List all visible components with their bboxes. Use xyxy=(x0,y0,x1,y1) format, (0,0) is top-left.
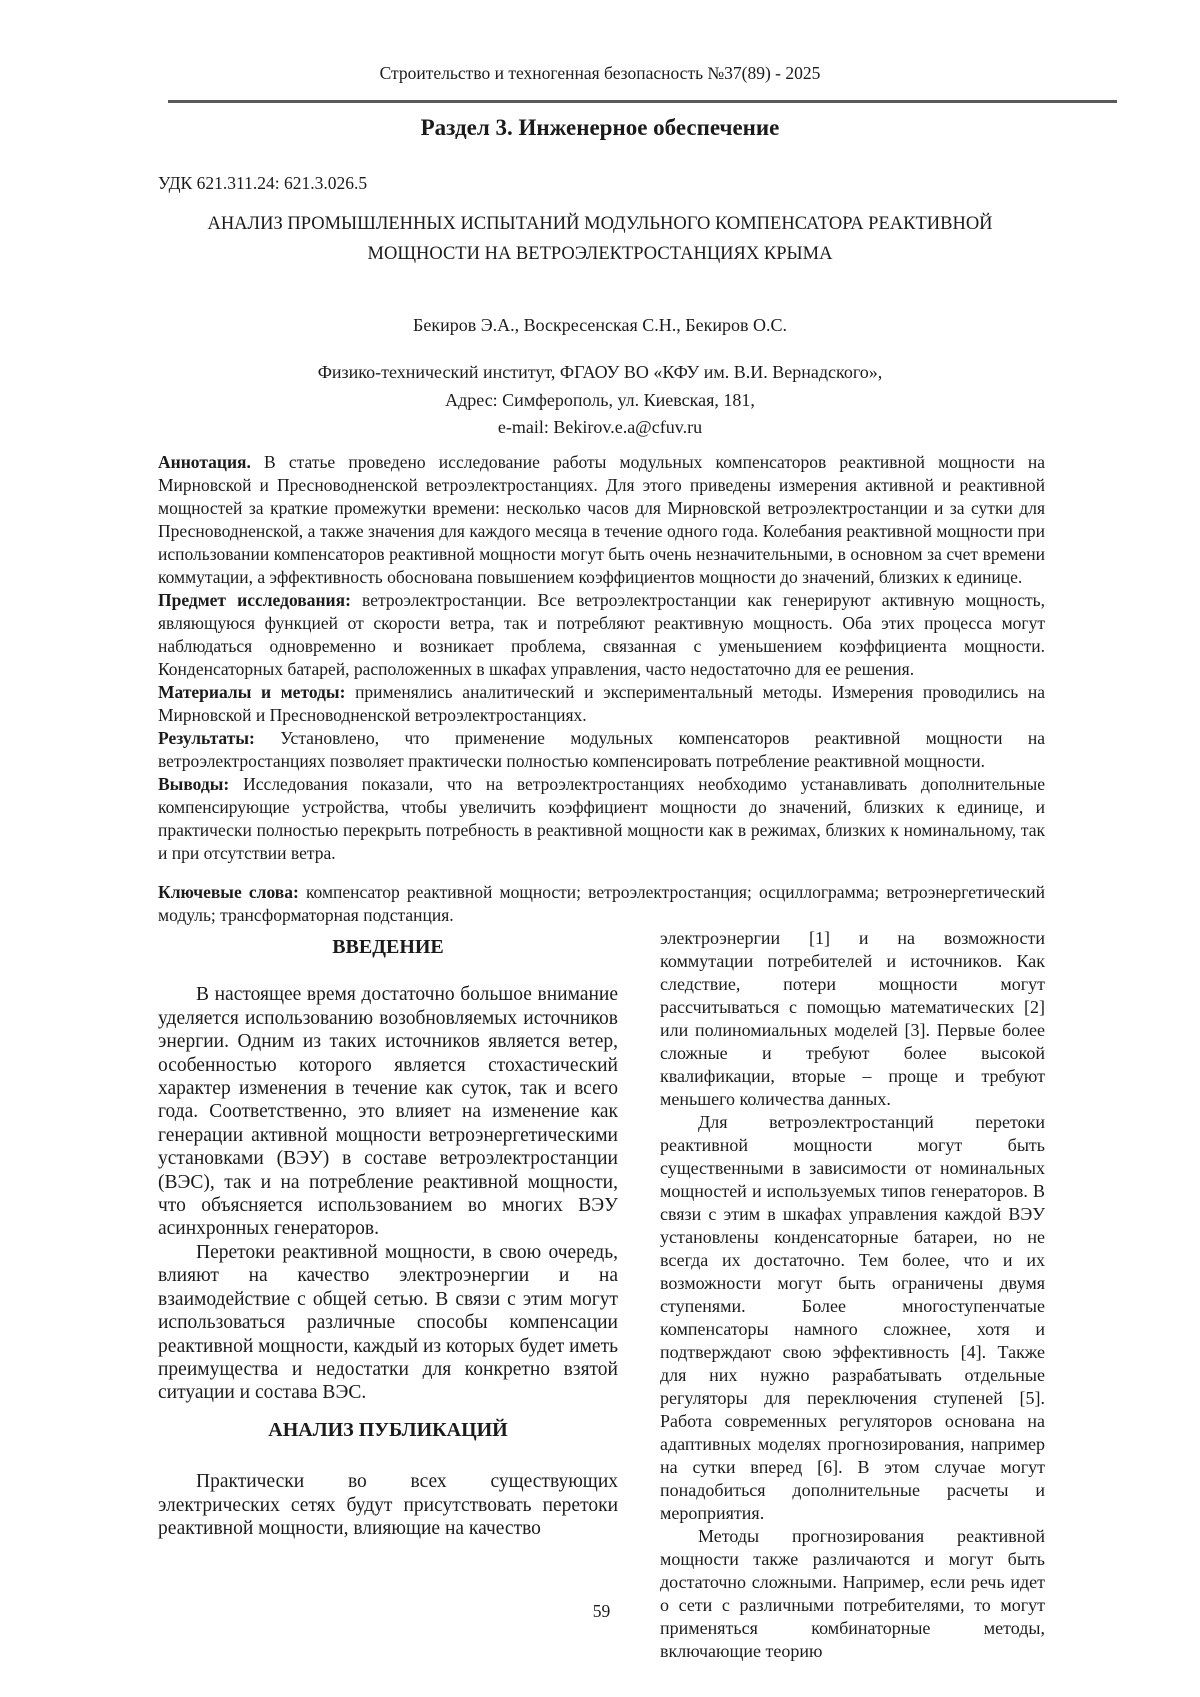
abstract-subject-label: Предмет исследования: xyxy=(158,590,351,610)
left-paragraph-3: Практически во всех существующих электрических сетях будут присутствовать перетоки реактивной мощности, влияющие на качество xyxy=(158,1471,618,1539)
abstract-annotation-text: В статье проведено исследование работы модульных компенсаторов реактивной мощности на Мирновской и Пресноводненской ветроэлектростанциях. Для этого приведены измерения активной и реактивной мощностей за краткие промежутки времени: несколько часов для Мирновской ветроэлектростанции и за сутки для Пресноводненской, а также значения для каждого месяца в течение одного года. Колебания реактивной мощности при использовании компенсаторов реактивной мощности могут быть очень незначительными, в основном за счет времени коммутации, а эффективность обоснована повышением коэффициентов мощности до значений, близких к единице. xyxy=(158,452,1045,587)
authors-line: Бекиров Э.А., Воскресенская С.Н., Бекиров О.С. xyxy=(413,315,787,335)
udc-code: УДК 621.311.24: 621.3.026.5 xyxy=(158,173,368,193)
abstract-results xyxy=(158,727,1045,773)
affiliation-institute: Физико-технический институт, ФГАОУ ВО «КФУ им. В.И. Вернадского», xyxy=(317,362,883,382)
journal-header: Строительство и техногенная безопасность №37(89) - 2025 xyxy=(379,63,821,83)
abstract-conclusions xyxy=(158,773,1045,865)
abstract-results-label: Результаты: xyxy=(158,728,255,748)
keywords-label: Ключевые слова: xyxy=(158,882,299,902)
affiliation-address: Адрес: Симферополь, ул. Киевская, 181, xyxy=(445,389,755,410)
right-paragraph-1: электроэнергии [1] и на возможности коммутации потребителей и источников. Как следствие, потери мощности могут рассчитываться с помощью математических [2] или полиномиальных моделей [3]. Первые более сложные и требуют более высокой квалификации, вторые – проще и требуют меньшего количества данных. xyxy=(660,928,1045,1109)
right-paragraph-3: Методы прогнозирования реактивной мощности также различаются и могут быть достаточно сложными. Например, если речь идет о сети с различными потребителями, то могут применяться комбинаторные методы, включающие теорию xyxy=(660,1526,1045,1661)
heading-introduction: ВВЕДЕНИЕ xyxy=(332,936,444,958)
abstract-subject-text: ветроэлектростанции. Все ветроэлектростанции как генерируют активную мощность, являющуюся функцией от скорости ветра, так и потребляют реактивную мощность. Оба этих процесса могут наблюдаться одновременно и возникает проблема, связанная с уменьшением коэффициента мощности. Конденсаторных батарей, расположенных в шкафах управления, часто недостаточно для ее решения. xyxy=(158,590,1046,679)
abstract-conclusions-label: Выводы: xyxy=(158,774,230,794)
article-title: АНАЛИЗ ПРОМЫШЛЕННЫХ ИСПЫТАНИЙ МОДУЛЬНОГО КОМПЕНСАТОРА РЕАКТИВНОЙ МОЩНОСТИ НА ВЕТРОЭЛЕКТРОСТАНЦИЯХ КРЫМА xyxy=(207,214,993,264)
affiliation-block xyxy=(0,359,1200,442)
abstract-annotation xyxy=(158,451,1045,589)
left-paragraph-1: В настоящее время достаточно большое внимание уделяется использованию возобновляемых источников энергии. Одним из таких источников является ветер, особенностью которого является стохастический характер изменения в течение как суток, так и всего года. Соответственно, это влияет на изменение как генерации активной мощности ветроэнергетическими установками (ВЭУ) в составе ветроэлектростанции (ВЭС), так и на потребление реактивной мощности, что объясняется использованием во многих ВЭУ асинхронных генераторов. xyxy=(158,984,618,1240)
affiliation-email: e-mail: Bekirov.e.a@cfuv.ru xyxy=(497,417,703,437)
abstract-conclusions-text: Исследования показали, что на ветроэлектростанциях необходимо устанавливать дополнительные компенсирующие устройства, чтобы увеличить коэффициент мощности до значений, близких к единице, и практически полностью перекрыть потребность в реактивной мощности как в режимах, близких к номинальному, так и при отсутствии ветра. xyxy=(158,774,1046,863)
page-number: 59 xyxy=(592,1601,611,1621)
right-paragraph-2: Для ветроэлектростанций перетоки реактивной мощности могут быть существенными в зависимости от номинальных мощностей и используемых типов генераторов. В связи с этим в шкафах управления каждой ВЭУ установлены конденсаторные батареи, но не всегда их достаточно. Тем более, что и их возможности могут быть ограничены двумя ступенями. Более многоступенчатые компенсаторы намного сложнее, хотя и подтверждают свою эффективность [4]. Также для них нужно разрабатывать отдельные регуляторы для переключения ступеней [5]. Работа современных регуляторов основана на адаптивных моделях прогнозирования, например на сутки вперед [6]. В этом случае могут понадобиться дополнительные расчеты и мероприятия. xyxy=(660,1112,1045,1523)
heading-analysis: АНАЛИЗ ПУБЛИКАЦИЙ xyxy=(268,1418,508,1441)
right-column xyxy=(660,920,1045,1663)
header-rule xyxy=(168,100,1117,103)
abstract-block xyxy=(158,451,1045,865)
two-column-body xyxy=(158,920,1045,1663)
left-paragraph-2: Перетоки реактивной мощности, в свою очередь, влияют на качество электроэнергии и на взаимодействие с общей сетью. В связи с этим могут использоваться различные способы компенсации реактивной мощности, каждый из которых будет иметь преимущества и недостатки для конкретно взятой ситуации и состава ВЭС. xyxy=(158,1241,618,1404)
abstract-annotation-label: Аннотация. xyxy=(158,452,251,472)
left-column xyxy=(158,920,618,1663)
section-heading: Раздел 3. Инженерное обеспечение xyxy=(420,115,780,140)
abstract-subject xyxy=(158,589,1045,681)
abstract-results-text: Установлено, что применение модульных компенсаторов реактивной мощности на ветроэлектростанциях позволяет практически полностью компенсировать потребление реактивной мощности. xyxy=(158,728,1046,771)
keywords-text: компенсатор реактивной мощности; ветроэлектростанция; осциллограмма; ветроэнергетический модуль; трансформаторная подстанция. xyxy=(158,882,1045,925)
abstract-methods-text: применялись аналитический и экспериментальный методы. Измерения проводились на Мирновской и Пресноводненской ветроэлектростанциях. xyxy=(158,682,1045,725)
abstract-methods xyxy=(158,681,1045,727)
abstract-methods-label: Материалы и методы: xyxy=(158,682,346,702)
